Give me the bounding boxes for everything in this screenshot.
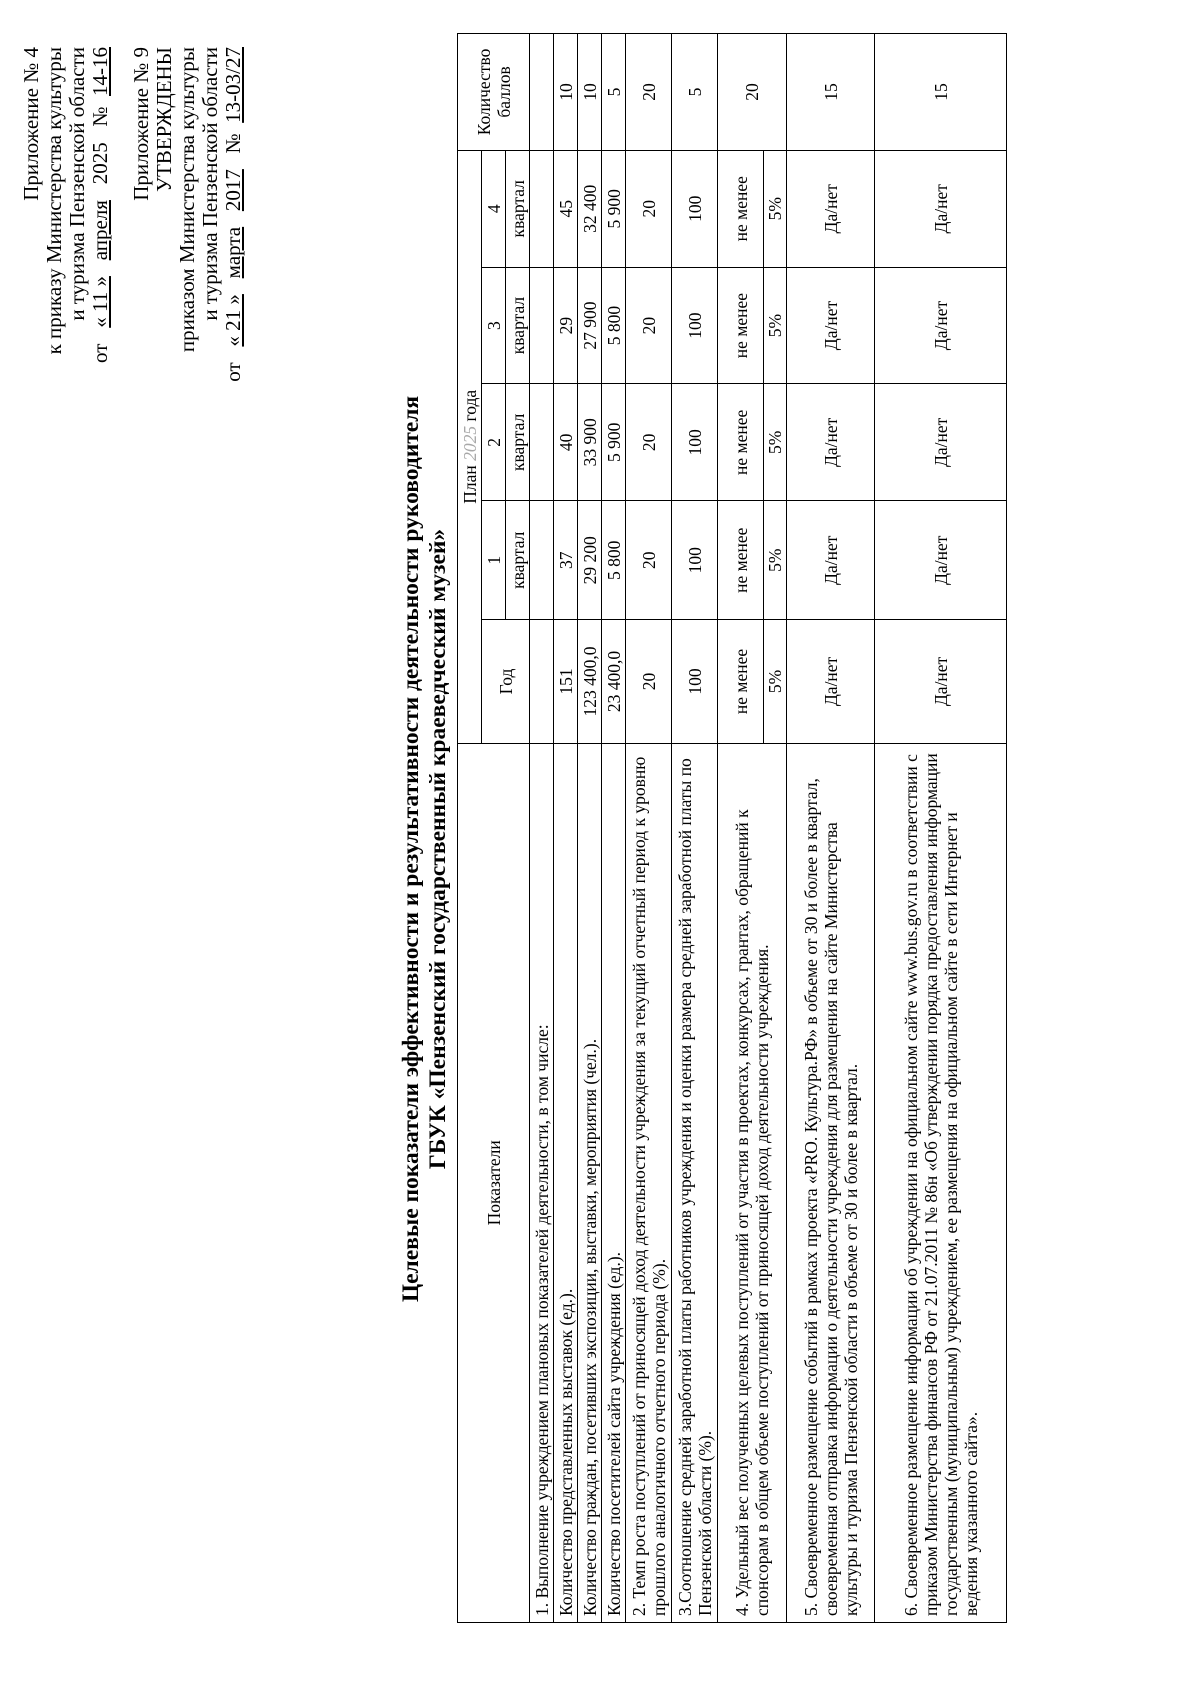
annex-current-from: от: [88, 343, 112, 363]
annex-current-no-label: №: [88, 106, 112, 127]
row-label: 3.Соотношение средней заработной платы работников учреждения и оценки размера средней заработной платы по Пензенской области (%).: [672, 743, 718, 1622]
annex-current-line1: Приложение № 4: [19, 47, 43, 201]
table-row: [787, 34, 875, 1623]
header-q4-num: 4: [482, 150, 506, 267]
cell-points: 15: [787, 34, 875, 151]
table-row: [578, 34, 602, 1623]
cell-q1-pct: 5%: [764, 501, 787, 620]
row-label: 1. Выполнение учреждением плановых показателей деятельности, в том числе:: [530, 743, 554, 1622]
annex-original-from: от: [221, 362, 245, 382]
cell-q1: Да/нет: [875, 501, 1007, 620]
cell-year: Да/нет: [787, 620, 875, 743]
header-q1-num: 1: [482, 501, 506, 620]
cell-q2-pct: 5%: [764, 384, 787, 501]
annex-current-line3: и туризма Пензенской области: [65, 47, 89, 321]
row-label: 5. Своевременное размещение событий в рамках проекта «PRO. Культура.РФ» в объеме от 30 и более в квартал, своевременная отправка информации о деятельности учреждения для размещения на сайте Министерства культуры и туризма Пензенской области в объеме от 30 и более в квартал.: [787, 743, 875, 1622]
cell-q3: не менее: [718, 267, 764, 384]
row-label: Количество представленных выставок (ед.).: [554, 743, 578, 1622]
cell-points: 5: [602, 34, 626, 151]
cell-q3: 20: [626, 267, 672, 384]
cell-q3-pct: 5%: [764, 267, 787, 384]
cell-points: 10: [554, 34, 578, 151]
cell-q2: 100: [672, 384, 718, 501]
cell-q3: 27 900: [578, 267, 602, 384]
header-points: Количество баллов: [458, 34, 530, 151]
header-indicators: Показатели: [458, 743, 530, 1622]
cell-year: 123 400,0: [578, 620, 602, 743]
cell-q2: 40: [554, 384, 578, 501]
cell-points: 5: [672, 34, 718, 151]
cell-year: 20: [626, 620, 672, 743]
row-label: Количество граждан, посетивших экспозиции, выставки, мероприятия (чел.).: [578, 743, 602, 1622]
cell-q4: не менее: [718, 150, 764, 267]
cell-q1: не менее: [718, 501, 764, 620]
cell-points: 15: [875, 34, 1007, 151]
indicators-table: [457, 33, 1007, 1623]
annex-current-year: 2025: [88, 142, 112, 185]
annex-original-number: 13-03/27: [221, 47, 245, 123]
cell-q4: Да/нет: [875, 150, 1007, 267]
table-row: [875, 34, 1007, 1623]
cell-points: 20: [626, 34, 672, 151]
cell-q4: 5 900: [602, 150, 626, 267]
table-row: [602, 34, 626, 1623]
annex-original-day: « 21 »: [221, 294, 245, 347]
annex-original-header: [130, 47, 245, 382]
cell-year: 151: [554, 620, 578, 743]
annex-current-header: [20, 47, 112, 363]
cell-q1: 5 800: [602, 501, 626, 620]
cell-q3: 29: [554, 267, 578, 384]
header-plan: [458, 150, 482, 743]
table-row: [718, 34, 764, 1623]
header-plan-year: 2025: [459, 425, 480, 461]
cell-q1: 100: [672, 501, 718, 620]
cell-year: не менее: [718, 620, 764, 743]
cell-q4: 20: [626, 150, 672, 267]
annex-original-no-label: №: [221, 133, 245, 154]
annex-original-month: марта: [221, 226, 245, 279]
cell-q1: 37: [554, 501, 578, 620]
cell-q2: 5 900: [602, 384, 626, 501]
annex-original-date: [222, 47, 245, 382]
cell-year: 100: [672, 620, 718, 743]
header-q2-num: 2: [482, 384, 506, 501]
table-row: [530, 34, 554, 1623]
row-label: Количество посетителей сайта учреждения (ед.).: [602, 743, 626, 1622]
annex-original-year: 2017: [221, 169, 245, 212]
table-row: [554, 34, 578, 1623]
document-subtitle: ГБУК «Пензенский государственный краеведческий музей»: [425, 528, 451, 1170]
row-label: 4. Удельный вес полученных целевых поступлений от участия в проектах, конкурсах, грантах, обращений к спонсорам в общем объеме поступлений от приносящей доход деятельности учреждения.: [718, 743, 787, 1622]
header-year: Год: [482, 620, 530, 743]
row-label: 6. Своевременное размещение информации об учреждении на официальном сайте www.bus.gov.ru в соответствии с приказом Министерства финансов РФ от 21.07.2011 № 86н «Об утверждении порядка предоставления информации государственным (муниципальным) учреждением, ее размещения на официальном сайте в сети Интернет и ведения указанного сайта».: [875, 743, 1007, 1622]
cell-q3: 100: [672, 267, 718, 384]
header-q3-num: 3: [482, 267, 506, 384]
annex-original-line2: УТВЕРЖДЕНЫ: [152, 47, 176, 192]
cell-q1: Да/нет: [787, 501, 875, 620]
cell-points: 20: [718, 34, 787, 151]
cell-year: Да/нет: [875, 620, 1007, 743]
annex-current-month: апреля: [88, 200, 112, 261]
cell-q3: Да/нет: [875, 267, 1007, 384]
cell-q2: 33 900: [578, 384, 602, 501]
table-row: [626, 34, 672, 1623]
cell-q2: Да/нет: [787, 384, 875, 501]
cell-q3: 5 800: [602, 267, 626, 384]
cell-q2: Да/нет: [875, 384, 1007, 501]
cell-q4-pct: 5%: [764, 150, 787, 267]
annex-current-date: [89, 47, 112, 363]
header-q4-quarter: квартал: [506, 150, 530, 267]
header-row-1: [458, 34, 482, 1623]
cell-q4: 32 400: [578, 150, 602, 267]
cell-q1: 29 200: [578, 501, 602, 620]
annex-original-line4: и туризма Пензенской области: [198, 47, 222, 321]
annex-current-day: « 11 »: [88, 276, 112, 328]
header-plan-prefix: План: [459, 465, 480, 504]
header-q2-quarter: квартал: [506, 384, 530, 501]
cell-q3: Да/нет: [787, 267, 875, 384]
cell-q2: не менее: [718, 384, 764, 501]
table-row: [672, 34, 718, 1623]
cell-year-pct: 5%: [764, 620, 787, 743]
document-title: Целевые показатели эффективности и результативности деятельности руководителя: [398, 395, 424, 1303]
annex-current-number: 14-16: [88, 47, 112, 96]
annex-current-line2: к приказу Министерства культуры: [42, 47, 66, 355]
header-q1-quarter: квартал: [506, 501, 530, 620]
cell-year: 23 400,0: [602, 620, 626, 743]
cell-q4: Да/нет: [787, 150, 875, 267]
annex-original-line3: приказом Министерства культуры: [175, 47, 199, 353]
cell-q4: 100: [672, 150, 718, 267]
cell-q4: 45: [554, 150, 578, 267]
cell-points: 10: [578, 34, 602, 151]
cell-q2: 20: [626, 384, 672, 501]
annex-original-line1: Приложение № 9: [129, 47, 153, 201]
header-q3-quarter: квартал: [506, 267, 530, 384]
header-plan-suffix: года: [459, 389, 480, 422]
cell-q1: 20: [626, 501, 672, 620]
row-label: 2. Темп роста поступлений от приносящей доход деятельности учреждения за текущий отчетный период к уровню прошлого аналогичного отчетного периода (%).: [626, 743, 672, 1622]
